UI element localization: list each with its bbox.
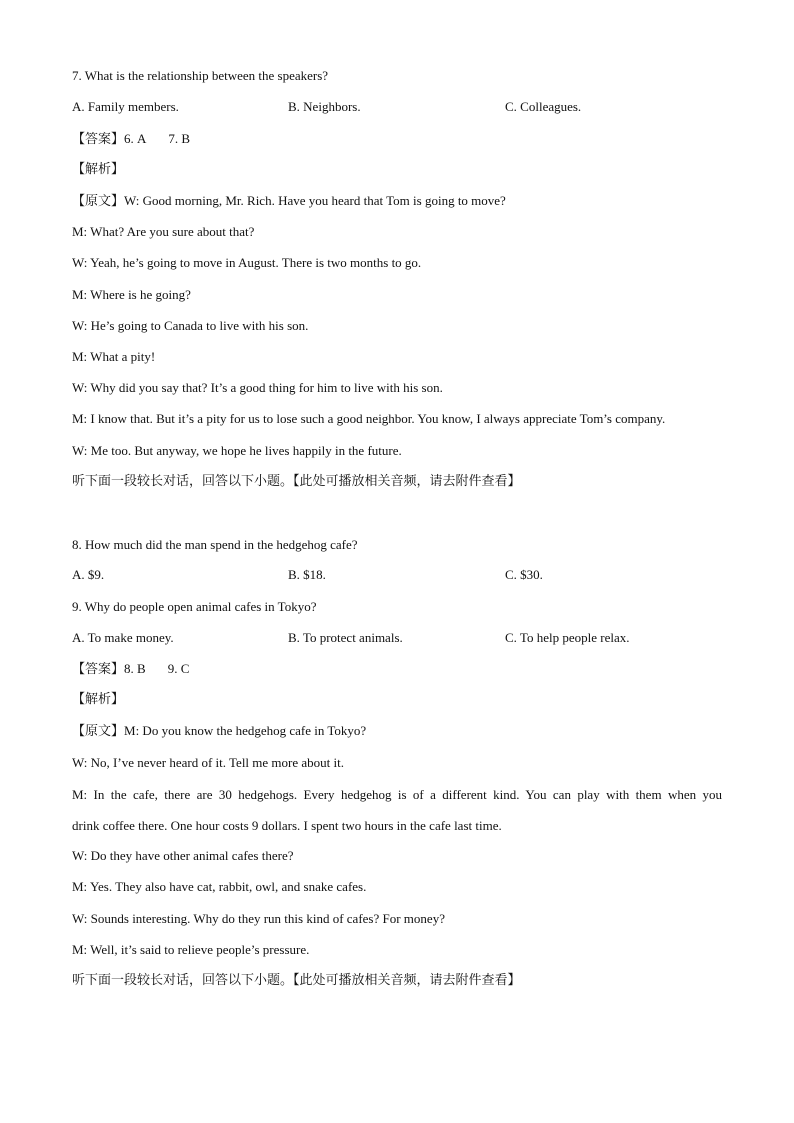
option-8c: C. $30. [505, 567, 543, 582]
transcript-line: W: Yeah, he’s going to move in August. There is two months to go. [72, 255, 422, 270]
question-8: 8. How much did the man spend in the hedgehog cafe? [72, 537, 358, 552]
transcript-line: W: Sounds interesting. Why do they run this kind of cafes? For money? [72, 911, 445, 926]
option-9b: B. To protect animals. [288, 630, 403, 645]
option-9c: C. To help people relax. [505, 630, 630, 645]
question-7: 7. What is the relationship between the speakers? [72, 68, 329, 83]
transcript-line: W: No, I’ve never heard of it. Tell me more about it. [72, 755, 344, 770]
listening-instruction-2: 听下面一段较长对话，回答以下小题。【此处可播放相关音频，请去附件查看】 [72, 973, 521, 988]
listening-instruction-1: 听下面一段较长对话，回答以下小题。【此处可播放相关音频，请去附件查看】 [72, 474, 521, 489]
answer-7: 7. B [168, 131, 191, 146]
transcript-line: M: Yes. They also have cat, rabbit, owl, and snake cafes. [72, 879, 367, 894]
transcript-line: M: In the cafe, there are 30 hedgehogs. Every hedgehog is of a different kind. You can play with them when you [72, 787, 722, 802]
transcript-line: W: Why did you say that? It’s a good thing for him to live with his son. [72, 380, 443, 395]
transcript-line [72, 193, 506, 210]
transcript-line: M: What? Are you sure about that? [72, 224, 255, 239]
transcript-line [72, 723, 366, 740]
transcript-line: drink coffee there. One hour costs 9 dollars. I spent two hours in the cafe last time. [72, 818, 502, 833]
transcript-text: W: Good morning, Mr. Rich. Have you heard that Tom is going to move? [124, 193, 506, 208]
answer-8: 8. B [124, 661, 146, 676]
option-8b: B. $18. [288, 567, 326, 582]
answer-line-1 [72, 131, 190, 148]
transcript-line: M: Where is he going? [72, 287, 191, 302]
option-7b: B. Neighbors. [288, 99, 361, 114]
transcript-line: W: Me too. But anyway, we hope he lives happily in the future. [72, 443, 402, 458]
analysis-label-1: 【解析】 [72, 162, 125, 177]
answer-label: 【答案】 [72, 662, 125, 677]
option-7a: A. Family members. [72, 99, 179, 114]
answer-line-2 [72, 661, 189, 678]
option-7c: C. Colleagues. [505, 99, 582, 114]
answer-9: 9. C [167, 661, 190, 676]
transcript-line: M: Well, it’s said to relieve people’s pressure. [72, 942, 310, 957]
transcript-label: 【原文】 [72, 194, 125, 209]
option-9a: A. To make money. [72, 630, 174, 645]
transcript-line: M: I know that. But it’s a pity for us to lose such a good neighbor. You know, I always appreciate Tom’s company. [72, 411, 666, 426]
analysis-label-2: 【解析】 [72, 692, 125, 707]
answer-6: 6. A [124, 131, 147, 146]
transcript-line: W: Do they have other animal cafes there? [72, 848, 294, 863]
transcript-text: M: Do you know the hedgehog cafe in Tokyo? [124, 723, 367, 738]
transcript-label: 【原文】 [72, 724, 125, 739]
question-9: 9. Why do people open animal cafes in Tokyo? [72, 599, 317, 614]
transcript-line: M: What a pity! [72, 349, 156, 364]
option-8a: A. $9. [72, 567, 105, 582]
answer-label: 【答案】 [72, 132, 125, 147]
transcript-line: W: He’s going to Canada to live with his son. [72, 318, 309, 333]
